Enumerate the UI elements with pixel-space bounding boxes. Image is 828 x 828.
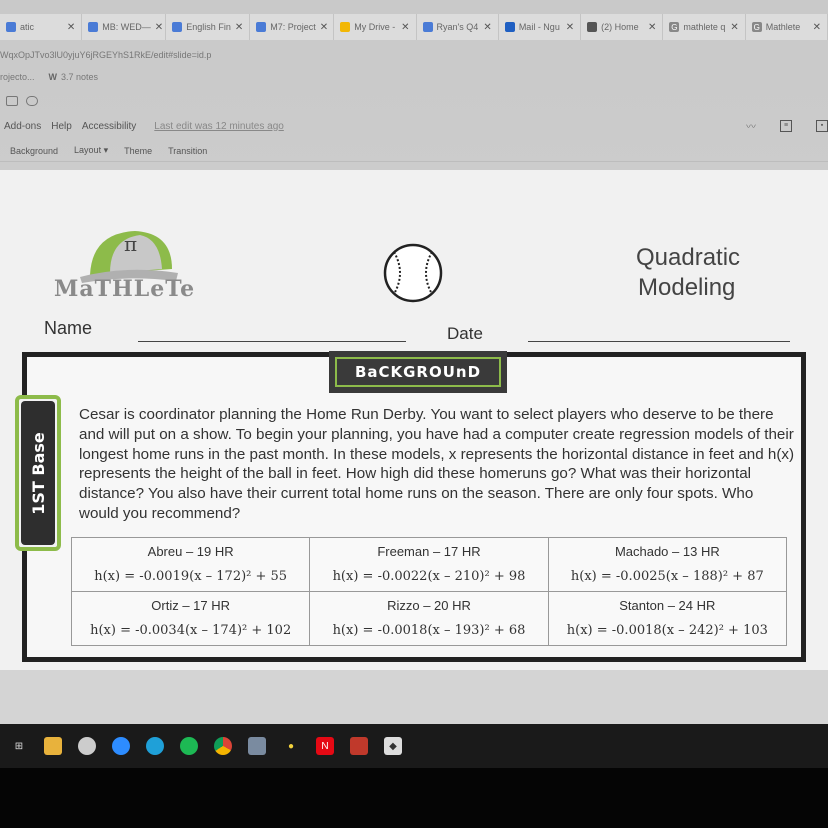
- player-cell: [72, 592, 310, 646]
- players-table: [71, 537, 787, 646]
- close-icon[interactable]: ✕: [154, 21, 164, 33]
- chrome-icon[interactable]: [214, 737, 232, 755]
- player-cell: [548, 538, 786, 592]
- background-banner: [329, 351, 507, 393]
- player-cell: [72, 538, 310, 592]
- grid-icon: [88, 22, 98, 32]
- doc-icon: [172, 22, 182, 32]
- table-row: [72, 538, 787, 592]
- player-function: h(x) = -0.0018(x – 242)² + 103: [566, 623, 768, 638]
- banner-label: BaCKGROUnD: [335, 357, 501, 387]
- player-function: h(x) = -0.0022(x – 210)² + 98: [332, 569, 526, 584]
- browser-tab[interactable]: G mathlete q ✕: [663, 14, 745, 40]
- netflix-icon[interactable]: N: [316, 737, 334, 755]
- menu-add-ons[interactable]: Add-ons: [4, 120, 42, 132]
- notes-icon[interactable]: ●: [287, 740, 295, 752]
- doc-icon: [256, 22, 266, 32]
- google-icon: G: [753, 22, 760, 32]
- player-function: h(x) = -0.0018(x – 193)² + 68: [332, 623, 526, 638]
- browser-tab[interactable]: My Drive - ✕: [334, 14, 416, 40]
- browser-tab[interactable]: English Fin ✕: [166, 14, 250, 40]
- browser-tab[interactable]: Mail - Ngu ✕: [499, 14, 581, 40]
- date-label: Date: [447, 324, 483, 343]
- home-icon: [587, 22, 597, 32]
- google-icon: G: [671, 22, 678, 32]
- slide-title-line1: Quadratic: [636, 244, 741, 271]
- drive-icon: [340, 22, 350, 32]
- present-icon[interactable]: ▪: [816, 120, 828, 132]
- player-name: Machado – 13 HR: [614, 544, 720, 559]
- side-tab-label: 1ST Base: [28, 431, 48, 515]
- comments-icon[interactable]: ≡: [780, 120, 792, 132]
- table-row: [72, 592, 787, 646]
- player-function: h(x) = -0.0025(x – 188)² + 87: [570, 569, 764, 584]
- close-icon[interactable]: ✕: [483, 21, 492, 33]
- browser-tab[interactable]: (2) Home ✕: [581, 14, 663, 40]
- bookmark[interactable]: W 3.7 notes: [48, 72, 99, 82]
- edge-icon[interactable]: [146, 737, 164, 755]
- theme-button[interactable]: Theme: [124, 145, 153, 156]
- word-icon: W: [48, 72, 58, 82]
- roblox-icon[interactable]: ◆: [384, 737, 402, 755]
- close-icon[interactable]: ✕: [401, 21, 410, 33]
- browser-tab[interactable]: Ryan's Q4 ✕: [417, 14, 499, 40]
- bookmarks-bar: [0, 68, 828, 86]
- doc-icon: [6, 22, 16, 32]
- player-function: h(x) = -0.0019(x – 172)² + 55: [94, 569, 288, 584]
- player-name: Abreu – 19 HR: [147, 544, 234, 559]
- task-view-icon[interactable]: ⊞: [14, 740, 24, 752]
- slide-title-line2: Modeling: [638, 274, 736, 301]
- browser-tab[interactable]: atic ✕: [0, 14, 82, 40]
- player-cell: [310, 592, 548, 646]
- player-name: Stanton – 24 HR: [619, 598, 716, 613]
- close-icon[interactable]: ✕: [812, 21, 821, 33]
- doc-icon: [423, 22, 433, 32]
- close-icon[interactable]: ✕: [234, 21, 244, 33]
- layout-button[interactable]: Layout ▾: [74, 145, 109, 155]
- bookmark[interactable]: rojecto...: [0, 72, 35, 82]
- mathlete-logo-text: MaTHLeTe: [54, 276, 196, 302]
- background-button[interactable]: Background: [10, 145, 59, 156]
- slides-toolbar: [0, 140, 828, 162]
- slide-canvas[interactable]: [0, 170, 828, 670]
- menu-help[interactable]: Help: [51, 120, 72, 132]
- move-to-folder-icon[interactable]: [6, 96, 18, 106]
- name-line: [138, 341, 406, 342]
- close-icon[interactable]: ✕: [66, 21, 76, 33]
- menu-bar: [0, 116, 828, 136]
- zoom-icon[interactable]: [112, 737, 130, 755]
- browser-tab-bar: [0, 14, 828, 40]
- file-explorer-icon[interactable]: [44, 737, 62, 755]
- player-cell: [310, 538, 548, 592]
- browser-tab[interactable]: G Mathlete ✕: [746, 14, 828, 40]
- taskbar: [0, 724, 828, 768]
- baseball-icon: [382, 242, 444, 304]
- close-icon[interactable]: ✕: [319, 21, 329, 33]
- app-icon[interactable]: [350, 737, 368, 755]
- date-line: [528, 341, 790, 342]
- display-icon[interactable]: [248, 737, 266, 755]
- close-icon[interactable]: ✕: [648, 21, 657, 33]
- last-edit-link[interactable]: Last edit was 12 minutes ago: [154, 120, 284, 132]
- doc-status-icons: [6, 96, 38, 106]
- browser-tab[interactable]: MB: WED— ✕: [82, 14, 166, 40]
- right-controls: [746, 118, 828, 133]
- name-label: Name: [44, 318, 93, 338]
- player-name: Ortiz – 17 HR: [151, 598, 231, 613]
- mail-icon: [505, 22, 515, 32]
- close-icon[interactable]: ✕: [565, 21, 575, 33]
- spotify-icon[interactable]: [180, 737, 198, 755]
- player-cell: [548, 592, 786, 646]
- close-icon[interactable]: ✕: [730, 21, 739, 33]
- pi-symbol: π: [124, 232, 138, 256]
- browser-tab[interactable]: M7: Project ✕: [250, 14, 334, 40]
- menu-accessibility[interactable]: Accessibility: [81, 120, 137, 132]
- player-name: Freeman – 17 HR: [377, 544, 481, 559]
- monitor-bezel: [0, 768, 828, 828]
- player-name: Rizzo – 20 HR: [387, 598, 471, 613]
- activity-icon[interactable]: 〰: [746, 122, 756, 133]
- background-box: [22, 352, 806, 662]
- transition-button[interactable]: Transition: [168, 145, 208, 156]
- photos-icon[interactable]: [78, 737, 96, 755]
- problem-text: Cesar is coordinator planning the Home Run Derby. You want to select players who deserve to be there and will put on a show. To begin your planning, you have had a computer create regression models of their longest home runs in the past month. In these models, x represents the horizontal distance in feet and h(x) represents the height of the ball in feet. How high did these homeruns go? What was their horizontal distance? You also have their current total home runs on the season. There are only four spots. Who would you recommend?: [79, 406, 795, 522]
- cloud-status-icon[interactable]: [26, 96, 38, 106]
- player-function: h(x) = -0.0034(x – 174)² + 102: [90, 623, 292, 638]
- side-tab: [15, 395, 61, 551]
- address-bar[interactable]: WqxOpJTvo3lU0yjuY6jRGEYhS1RkE/edit#slide=id.p: [0, 50, 212, 60]
